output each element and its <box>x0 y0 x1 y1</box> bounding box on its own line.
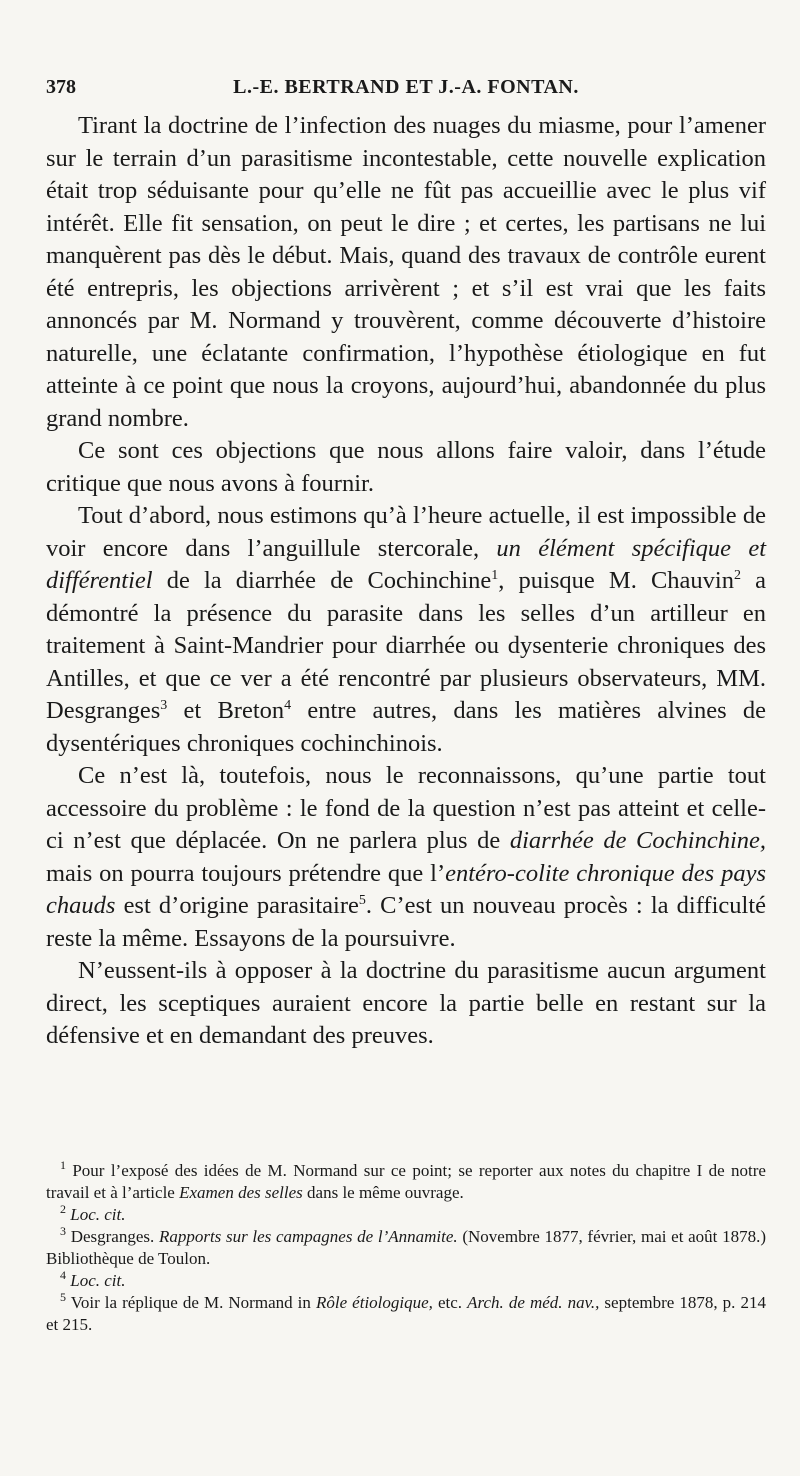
text-span: entre autres, dans les matières alvines de dysentériques chroniques cochinchinois. <box>46 697 766 757</box>
text-span: de notre travail et à l’article <box>46 1161 766 1202</box>
text-span: . C’est un nouveau procès : la difficulté reste la même. Essayons de la poursuivre. <box>46 892 766 952</box>
text-span: est d’origine parasitaire <box>115 892 359 919</box>
footnote-4 <box>46 1270 766 1292</box>
paragraph-5: N’eussent-ils à opposer à la doctrine du parasitisme aucun argument direct, les sceptiques auraient encore la partie belle en restant sur la défensive et en demandant des preuves. <box>46 957 766 1049</box>
text-span: Tout d’abord, nous estimons qu’à l’heure actuelle, il est impossible de voir encore dans l’anguillule stercorale, <box>46 502 766 562</box>
text-span: Ce n’est là, toutefois, nous le reconnaissons, qu’une partie tout accessoire du problème : le fond de la question n’est pas atteint et celle-ci n’est que déplacée. On ne parlera plus de <box>46 762 766 854</box>
italic-phrase: Arch. de méd. nav., <box>467 1293 600 1312</box>
paragraph-4 <box>46 760 766 955</box>
footnote-1 <box>46 1160 766 1204</box>
italic-phrase: Rôle étiologique, <box>315 1293 433 1312</box>
footnote-2 <box>46 1204 766 1226</box>
footnote-number: 2 <box>60 1202 66 1216</box>
text-span: et Breton <box>167 697 285 724</box>
footnote-3 <box>46 1226 766 1270</box>
text-span: Pour l’exposé des idées de M. Normand sur ce point; se reporter aux notes du chapitre <box>66 1161 697 1180</box>
footnote-number: 1 <box>60 1158 66 1172</box>
footnote-ref-1[interactable]: 1 <box>491 568 499 583</box>
paragraph-1: Tirant la doctrine de l’infection des nuages du miasme, pour l’amener sur le terrain d’un parasitisme incontestable, cette nouvelle explication était trop séduisante pour qu’elle ne fût pas accueillie avec le plus vif intérêt. Elle fit sensation, on peut le dire ; et certes, les partisans ne lui manquèrent pas dès le début. Mais, quand des travaux de contrôle eurent été entrepris, les objections arrivèrent ; et s’il est vrai que les faits annoncés par M. Normand y trouvèrent, comme découverte d’histoire naturelle, une éclatante confirmation, l’hypothèse étiologique en fut atteinte à ce point que nous la croyons, aujourd’hui, abandonnée du plus grand nombre. <box>46 112 766 432</box>
italic-phrase: entéro-colite chronique des pays chauds <box>46 859 766 919</box>
text-span: de la diarrhée de Cochinchine <box>152 567 492 594</box>
running-title: L.-E. BERTRAND ET J.-A. FONTAN. <box>233 76 579 98</box>
footnote-number: 3 <box>60 1224 66 1238</box>
text-span: mais on pourra toujours prétendre que l’ <box>46 859 446 887</box>
italic-phrase: un élément spécifique et différentiel <box>46 534 766 594</box>
italic-phrase: Examen des selles <box>179 1183 303 1202</box>
italic-phrase: Loc. cit. <box>70 1271 126 1290</box>
paragraph-2: Ce sont ces objections que nous allons faire valoir, dans l’étude critique que nous avons à fournir. <box>46 437 766 497</box>
footnote-ref-5[interactable]: 5 <box>358 893 366 908</box>
text-span: etc. <box>432 1293 468 1312</box>
page-number: 378 <box>46 76 76 98</box>
footnote-number: 5 <box>60 1290 66 1304</box>
footnote-number: 4 <box>60 1268 66 1282</box>
italic-phrase: Loc. cit. <box>70 1205 126 1224</box>
text-span: , puisque M. Chauvin <box>498 567 734 594</box>
text-span: Voir la réplique de M. Normand in <box>66 1293 316 1312</box>
italic-phrase: diarrhée de Cochinchine, <box>509 827 766 854</box>
footnote-ref-2[interactable]: 2 <box>733 568 741 583</box>
text-span: septembre 1878, p. 214 et 215. <box>46 1293 766 1334</box>
text-span: Desgranges. <box>66 1227 159 1246</box>
footnote-ref-4[interactable]: 4 <box>284 698 292 713</box>
text-span: dans le même ouvrage. <box>302 1183 464 1202</box>
main-text <box>46 110 766 1053</box>
footnote-5 <box>46 1292 766 1336</box>
text-span: (Novembre 1877, février, mai et août 1878.) Bibliothèque de Toulon. <box>46 1227 766 1268</box>
page-header <box>46 76 766 102</box>
footnotes <box>46 1160 766 1336</box>
italic-phrase: Rapports sur les campagnes de l’Annamite. <box>158 1227 458 1246</box>
footnote-ref-3[interactable]: 3 <box>160 698 168 713</box>
text-span: I <box>696 1161 703 1180</box>
paragraph-3 <box>46 500 766 760</box>
text-span: a démontré la présence du parasite dans les selles d’un artilleur en traitement à Saint-Mandrier pour diarrhée ou dysenterie chroniques des Antilles, et que ce ver a été rencontré par plusieurs observateurs, MM. Desgranges <box>46 567 766 724</box>
